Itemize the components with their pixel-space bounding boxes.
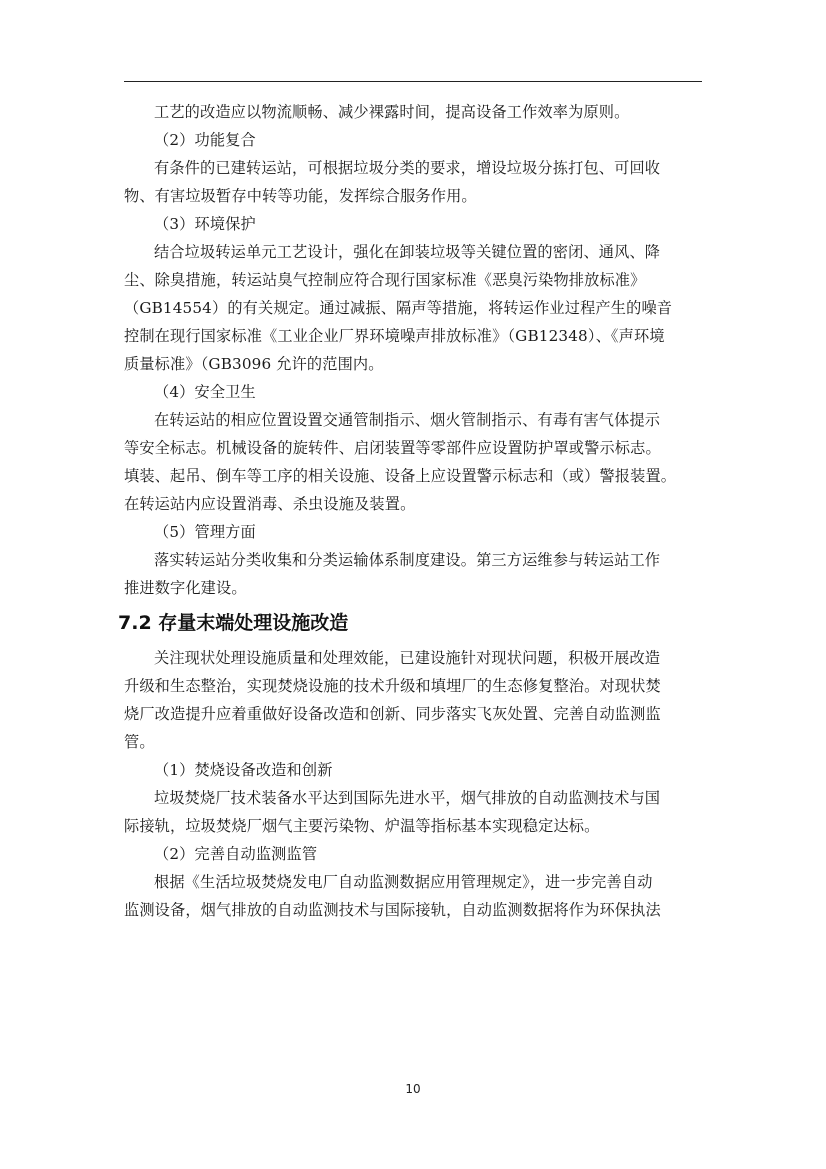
page-body	[118, 98, 702, 924]
text-line: 填装、起吊、倒车等工序的相关设施、设备上应设置警示标志和（或）警报装置。	[124, 467, 677, 485]
text-line: 结合垃圾转运单元工艺设计，强化在卸装垃圾等关键位置的密闭、通风、降	[154, 243, 661, 261]
header-rule	[124, 81, 702, 82]
subheading-safety-hygiene: （4）安全卫生	[154, 383, 256, 401]
text-line: 等安全标志。机械设备的旋转件、启闭装置等零部件应设置防护罩或警示标志。	[124, 439, 661, 457]
text-line: 工艺的改造应以物流顺畅、减少裸露时间，提高设备工作效率为原则。	[154, 103, 630, 121]
text-line: 在转运站的相应位置设置交通管制指示、烟火管制指示、有毒有害气体提示	[154, 411, 661, 429]
page-number: 10	[405, 1082, 421, 1096]
subheading-function-composite: （2）功能复合	[154, 131, 256, 149]
subheading-management: （5）管理方面	[154, 523, 256, 541]
text-line: 在转运站内应设置消毒、杀虫设施及装置。	[124, 495, 416, 513]
text-line: （GB14554）的有关规定。通过减振、隔声等措施，将转运作业过程产生的噪音	[124, 299, 673, 317]
paragraph	[124, 784, 702, 840]
text-line: 关注现状处理设施质量和处理效能，已建设施针对现状问题，积极开展改造	[154, 649, 661, 667]
subheading-auto-monitoring: （2）完善自动监测监管	[154, 845, 318, 863]
section-heading-7-2: 7.2 存量末端处理设施改造	[118, 612, 349, 634]
text-line: 烧厂改造提升应着重做好设备改造和创新、同步落实飞灰处置、完善自动监测监	[124, 705, 661, 723]
subheading-incineration-upgrade: （1）焚烧设备改造和创新	[154, 761, 333, 779]
paragraph	[124, 868, 702, 924]
text-line: 落实转运站分类收集和分类运输体系制度建设。第三方运维参与转运站工作	[154, 551, 661, 569]
text-line: 控制在现行国家标准《工业企业厂界环境噪声排放标准》（GB12348）、《声环境	[124, 327, 665, 345]
paragraph	[124, 98, 702, 126]
text-line: 垃圾焚烧厂技术装备水平达到国际先进水平，烟气排放的自动监测技术与国	[154, 789, 661, 807]
text-line: 有条件的已建转运站，可根据垃圾分类的要求，增设垃圾分拣打包、可回收	[154, 159, 661, 177]
paragraph	[124, 238, 702, 378]
paragraph	[124, 154, 702, 210]
text-line: 尘、除臭措施，转运站臭气控制应符合现行国家标准《恶臭污染物排放标准》	[124, 271, 646, 289]
paragraph	[124, 546, 702, 602]
paragraph	[124, 406, 702, 518]
text-line: 推进数字化建设。	[124, 579, 247, 597]
text-line: 质量标准》（GB3096 允许的范围内。	[124, 355, 384, 373]
subheading-environment-protection: （3）环境保护	[154, 215, 256, 233]
text-line: 监测设备，烟气排放的自动监测技术与国际接轨，自动监测数据将作为环保执法	[124, 901, 661, 919]
text-line: 物、有害垃圾暂存中转等功能，发挥综合服务作用。	[124, 187, 477, 205]
text-line: 升级和生态整治，实现焚烧设施的技术升级和填埋厂的生态修复整治。对现状焚	[124, 677, 661, 695]
paragraph	[124, 644, 702, 756]
text-line: 际接轨，垃圾焚烧厂烟气主要污染物、炉温等指标基本实现稳定达标。	[124, 817, 600, 835]
text-line: 管。	[124, 733, 155, 751]
text-line: 根据《生活垃圾焚烧发电厂自动监测数据应用管理规定》，进一步完善自动	[154, 873, 653, 891]
